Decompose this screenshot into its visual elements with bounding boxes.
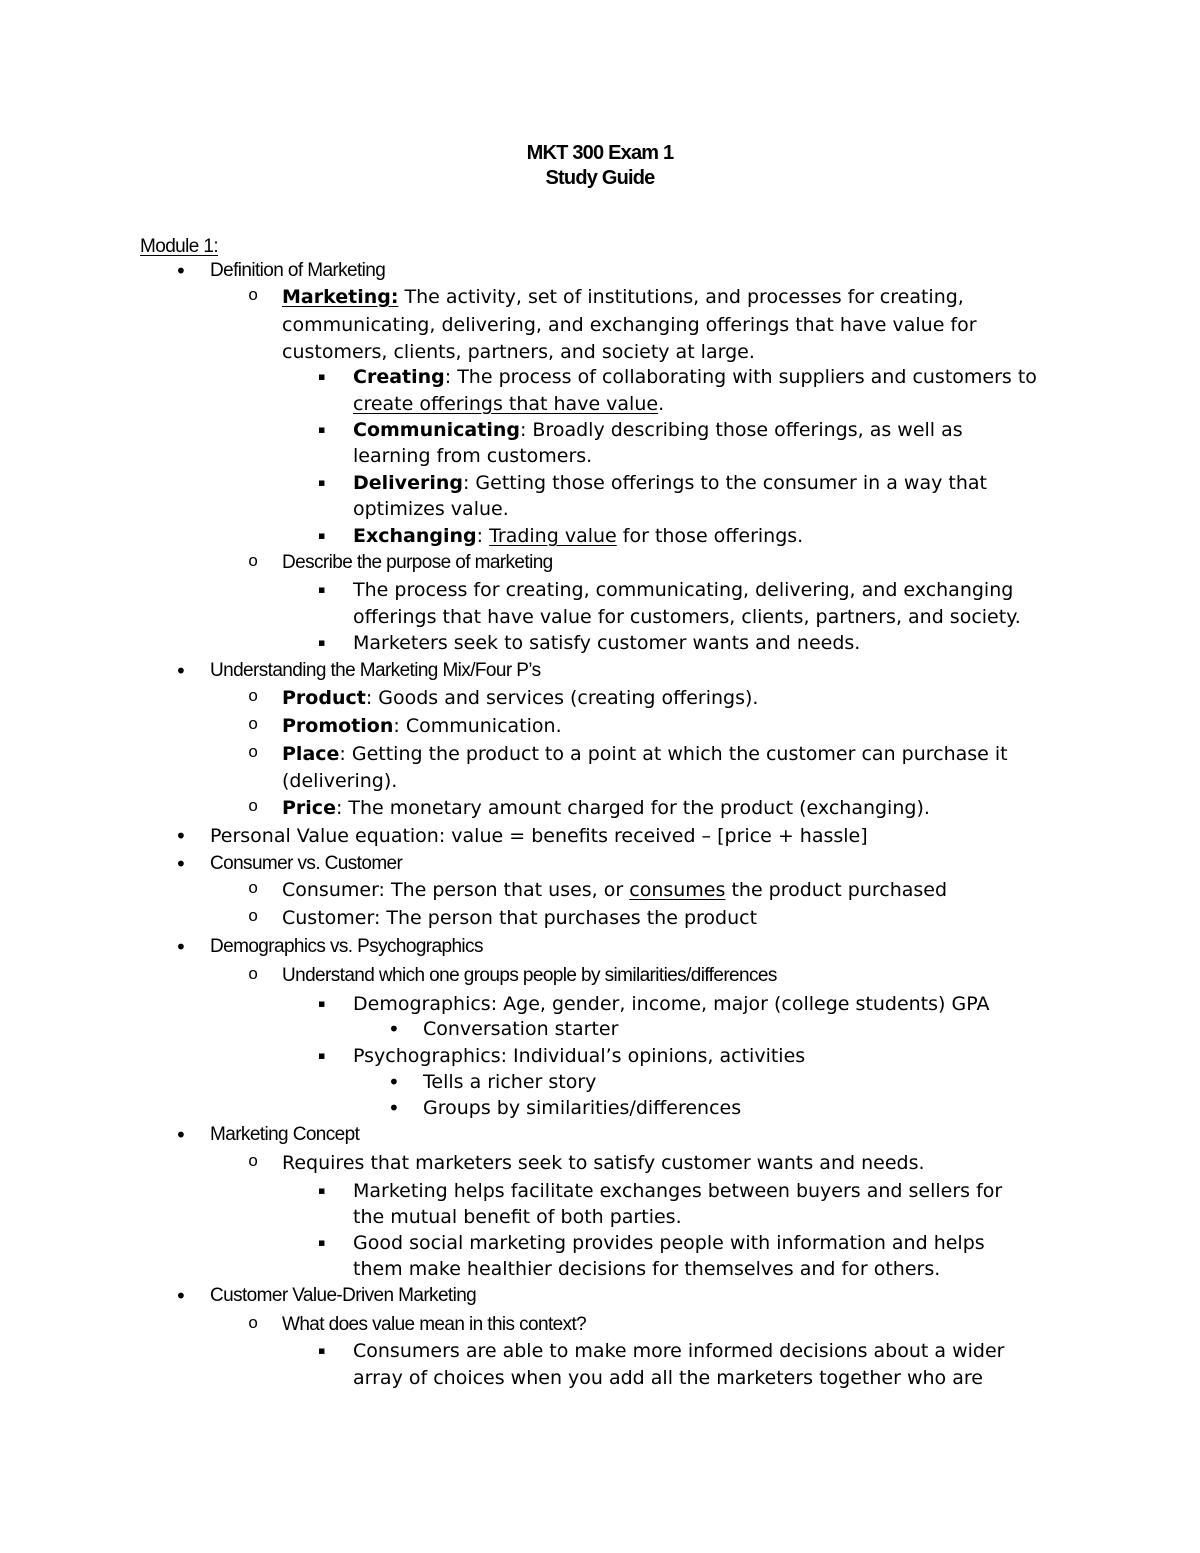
- circle-marker: o: [248, 688, 259, 707]
- list-item-continuation: [353, 391, 664, 417]
- square-marker: ▪: [318, 476, 326, 489]
- list-item: Definition of Marketing: [210, 260, 386, 281]
- term: Delivering: [353, 472, 463, 494]
- list-item: [282, 795, 930, 821]
- document-subtitle: Study Guide: [545, 167, 655, 189]
- module-heading: Module 1:: [140, 236, 219, 257]
- list-item-continuation: offerings that have value for customers, clients, partners, and society.: [353, 606, 1021, 628]
- circle-marker: o: [248, 744, 259, 763]
- list-item: Customer Value-Driven Marketing: [210, 1285, 477, 1306]
- list-item-continuation: communicating, delivering, and exchanging offerings that have value for: [282, 314, 977, 336]
- list-item: Demographics vs. Psychographics: [210, 936, 483, 957]
- underlined-text: consumes: [629, 879, 726, 901]
- document-title: MKT 300 Exam 1: [526, 142, 674, 164]
- list-item: Understand which one groups people by similarities/differences: [282, 965, 777, 986]
- circle-marker: o: [248, 716, 259, 735]
- definition-text: : The process of collaborating with suppliers and customers to: [444, 366, 1037, 388]
- bullet-marker: •: [388, 1017, 400, 1041]
- definition-text: : The monetary amount charged for the product (exchanging).: [335, 797, 930, 819]
- list-item: Good social marketing provides people with information and helps: [353, 1232, 985, 1254]
- list-item: [353, 417, 963, 443]
- list-item: [282, 713, 562, 739]
- bullet-marker: •: [175, 824, 187, 848]
- circle-marker: o: [248, 1315, 259, 1334]
- list-item: Marketers seek to satisfy customer wants and needs.: [353, 632, 861, 654]
- term: Place: [282, 743, 340, 765]
- list-item: Describe the purpose of marketing: [282, 552, 553, 573]
- circle-marker: o: [248, 1153, 259, 1172]
- list-item: Personal Value equation: value = benefits received – [price + hassle]: [210, 825, 868, 847]
- definition-text: .: [658, 393, 665, 415]
- list-item-continuation: the mutual benefit of both parties.: [353, 1206, 682, 1228]
- definition-text: the product purchased: [725, 879, 948, 901]
- circle-marker: o: [248, 908, 259, 927]
- square-marker: ▪: [318, 1049, 326, 1062]
- bullet-marker: •: [175, 1284, 187, 1308]
- definition-text: : Goods and services (creating offerings).: [365, 687, 759, 709]
- list-item: Consumers are able to make more informed decisions about a wider: [353, 1340, 1005, 1362]
- bullet-marker: •: [175, 659, 187, 683]
- list-item: [353, 470, 987, 496]
- bullet-marker: •: [388, 1096, 400, 1120]
- list-item: Consumer vs. Customer: [210, 853, 403, 874]
- list-item: Requires that marketers seek to satisfy customer wants and needs.: [282, 1152, 925, 1174]
- term: Promotion: [282, 715, 394, 737]
- term: Communicating: [353, 419, 520, 441]
- circle-marker: o: [248, 553, 259, 572]
- definition-text: : Getting those offerings to the consumer in a way that: [462, 472, 987, 494]
- definition-text: : Getting the product to a point at which the customer can purchase it: [339, 743, 1008, 765]
- list-item: [282, 685, 758, 711]
- list-item: [353, 364, 1037, 390]
- bullet-marker: •: [175, 935, 187, 959]
- list-item: Groups by similarities/differences: [423, 1097, 742, 1119]
- term: Price: [282, 797, 336, 819]
- circle-marker: o: [248, 880, 259, 899]
- list-item: Conversation starter: [423, 1018, 619, 1040]
- list-item-continuation: optimizes value.: [353, 498, 509, 520]
- square-marker: ▪: [318, 997, 326, 1010]
- square-marker: ▪: [318, 1184, 326, 1197]
- term: Creating: [353, 366, 445, 388]
- list-item: [282, 284, 964, 310]
- list-item-continuation: customers, clients, partners, and society at large.: [282, 341, 755, 363]
- bullet-marker: •: [175, 852, 187, 876]
- term: Marketing:: [282, 286, 399, 308]
- square-marker: ▪: [318, 423, 326, 436]
- square-marker: ▪: [318, 636, 326, 649]
- list-item: What does value mean in this context?: [282, 1314, 587, 1335]
- list-item: Customer: The person that purchases the product: [282, 907, 758, 929]
- term: Product: [282, 687, 366, 709]
- circle-marker: o: [248, 287, 259, 306]
- square-marker: ▪: [318, 1344, 326, 1357]
- list-item: Understanding the Marketing Mix/Four P’s: [210, 660, 541, 681]
- circle-marker: o: [248, 798, 259, 817]
- list-item: The process for creating, communicating, delivering, and exchanging: [353, 579, 1014, 601]
- definition-text: : Broadly describing those offerings, as well as: [519, 419, 963, 441]
- definition-text: :: [476, 525, 490, 547]
- underlined-text: create offerings that have value: [353, 393, 659, 415]
- square-marker: ▪: [318, 583, 326, 596]
- square-marker: ▪: [318, 1236, 326, 1249]
- bullet-marker: •: [388, 1070, 400, 1094]
- list-item: Marketing helps facilitate exchanges between buyers and sellers for: [353, 1180, 1003, 1202]
- list-item: [282, 741, 1008, 767]
- list-item: Marketing Concept: [210, 1124, 360, 1145]
- underlined-text: Trading value: [489, 525, 617, 547]
- square-marker: ▪: [318, 529, 326, 542]
- list-item: [282, 877, 947, 903]
- definition-text: : Communication.: [393, 715, 562, 737]
- list-item-continuation: (delivering).: [282, 770, 398, 792]
- list-item-continuation: them make healthier decisions for themselves and for others.: [353, 1258, 941, 1280]
- circle-marker: o: [248, 966, 259, 985]
- definition-text: Consumer: The person that uses, or: [282, 879, 630, 901]
- definition-text: The activity, set of institutions, and processes for creating,: [398, 286, 964, 308]
- list-item: [353, 523, 803, 549]
- term: Exchanging: [353, 525, 477, 547]
- square-marker: ▪: [318, 370, 326, 383]
- bullet-marker: •: [175, 1123, 187, 1147]
- list-item: Demographics: Age, gender, income, major (college students) GPA: [353, 993, 990, 1015]
- list-item: Tells a richer story: [423, 1071, 597, 1093]
- list-item-continuation: array of choices when you add all the marketers together who are: [353, 1367, 983, 1389]
- bullet-marker: •: [175, 259, 187, 283]
- definition-text: for those offerings.: [616, 525, 804, 547]
- list-item-continuation: learning from customers.: [353, 445, 593, 467]
- list-item: Psychographics: Individual’s opinions, activities: [353, 1045, 806, 1067]
